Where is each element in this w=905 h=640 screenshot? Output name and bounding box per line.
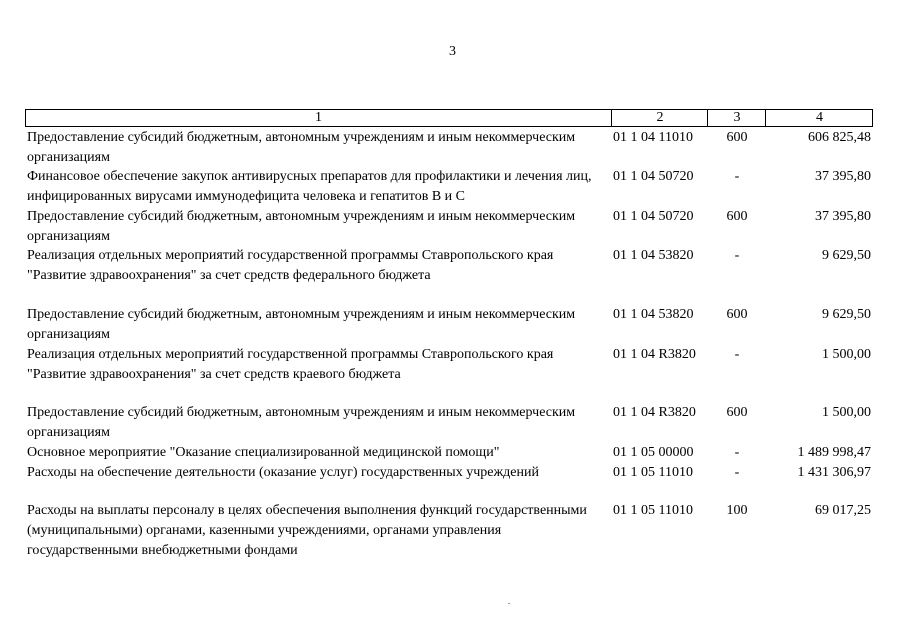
row-name: Расходы на обеспечение деятельности (оказание услуг) государственных учреждений (27, 465, 539, 480)
row-type: 600 (726, 405, 748, 420)
row-type: - (734, 347, 740, 362)
row-type: - (734, 465, 740, 480)
row-name: Реализация отдельных мероприятий государственной программы Ставропольского края "Развитие здравоохранения" за счет средств федерального бюджета (27, 248, 554, 283)
row-amount: 9 629,50 (822, 307, 871, 322)
header-col-1: 1 (315, 110, 322, 125)
row-name: Реализация отдельных мероприятий государственной программы Ставропольского края "Развитие здравоохранения" за счет средств краевого бюджета (27, 347, 554, 382)
row-code: 01 1 04 11010 (613, 130, 693, 145)
row-type: - (734, 248, 740, 263)
row-amount: 1 431 306,97 (797, 465, 871, 480)
row-code: 01 1 05 11010 (613, 503, 693, 518)
scan-speck (508, 603, 510, 604)
row-type: 100 (726, 503, 748, 518)
row-amount: 69 017,25 (815, 503, 871, 518)
row-type: 600 (726, 307, 748, 322)
row-amount: 1 500,00 (822, 347, 871, 362)
row-code: 01 1 04 50720 (613, 169, 694, 184)
row-type: - (734, 169, 740, 184)
page-number: 3 (449, 44, 456, 59)
row-name: Предоставление субсидий бюджетным, автономным учреждениям и иным некоммерческим организациям (27, 209, 576, 244)
row-name: Предоставление субсидий бюджетным, автономным учреждениям и иным некоммерческим организациям (27, 405, 576, 440)
row-amount: 37 395,80 (815, 169, 871, 184)
row-code: 01 1 04 R3820 (613, 347, 696, 362)
row-code: 01 1 05 00000 (613, 445, 694, 460)
row-name: Расходы на выплаты персоналу в целях обеспечения выполнения функций государственными (муниципальными) органами, казенными учреждениями, органами управления государственными внебюджетными фондами (27, 503, 587, 558)
row-name: Предоставление субсидий бюджетным, автономным учреждениям и иным некоммерческим организациям (27, 307, 576, 342)
row-code: 01 1 04 50720 (613, 209, 694, 224)
row-name: Основное мероприятие "Оказание специализированной медицинской помощи" (27, 445, 500, 460)
row-type: 600 (726, 209, 748, 224)
row-amount: 9 629,50 (822, 248, 871, 263)
row-name: Финансовое обеспечение закупок антивирусных препаратов для профилактики и лечения лиц, инфицированных вирусами иммунодефицита человека и гепатитов В и С (27, 169, 592, 204)
row-code: 01 1 04 R3820 (613, 405, 696, 420)
row-code: 01 1 04 53820 (613, 248, 694, 263)
row-code: 01 1 05 11010 (613, 465, 693, 480)
row-amount: 606 825,48 (808, 130, 871, 145)
table-header (25, 109, 873, 127)
header-col-2: 2 (611, 110, 708, 126)
row-amount: 1 489 998,47 (797, 445, 871, 460)
row-type: - (734, 445, 740, 460)
row-name: Предоставление субсидий бюджетным, автономным учреждениям и иным некоммерческим организациям (27, 130, 576, 165)
row-code: 01 1 04 53820 (613, 307, 694, 322)
row-type: 600 (726, 130, 748, 145)
row-amount: 37 395,80 (815, 209, 871, 224)
row-amount: 1 500,00 (822, 405, 871, 420)
header-col-4: 4 (765, 110, 873, 126)
header-col-3: 3 (707, 110, 766, 126)
